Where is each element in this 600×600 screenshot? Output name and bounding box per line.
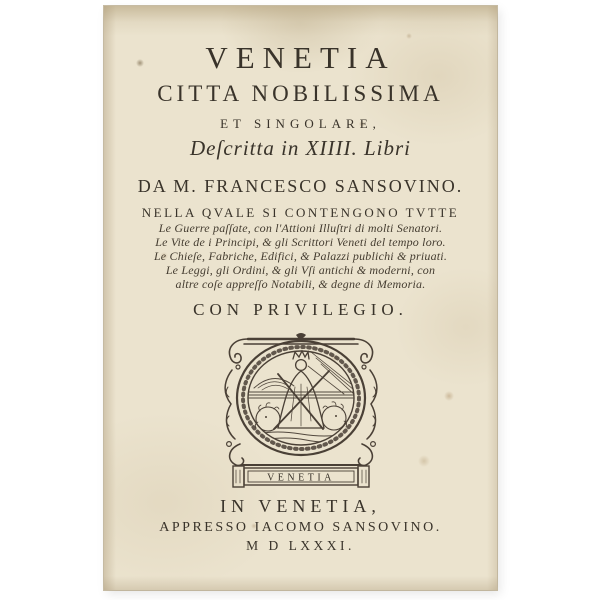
contents-line: Le Chieſe, Fabriche, Edifici, & Palazzi publichi & priuati. bbox=[153, 249, 448, 263]
contents-line: Le Vite de i Principi, & gli Scrittori Veneti del tempo loro. bbox=[155, 235, 446, 249]
printer-device-emblem-icon bbox=[216, 332, 386, 492]
contents-line: Le Leggi, gli Ordini, & gli Vſi antichi & moderni, con bbox=[165, 263, 436, 277]
book-title: VENETIA bbox=[205, 40, 396, 75]
printer-device bbox=[104, 332, 497, 492]
contents-line: altre coſe appreſſo Notabili, & degne di Memoria. bbox=[175, 277, 426, 291]
book-title-page bbox=[104, 6, 497, 590]
author-line: DA M. FRANCESCO SANSOVINO. bbox=[137, 176, 464, 196]
device-banner-text: VENETIA bbox=[266, 472, 335, 484]
book-subtitle: Deſcritta in XIIII. Libri bbox=[190, 136, 411, 160]
privilege-statement: CON PRIVILEGIO. bbox=[193, 300, 408, 319]
book-title-line3: ET SINGOLARE, bbox=[220, 116, 381, 131]
imprint-publisher: APPRESSO IACOMO SANSOVINO. bbox=[159, 520, 442, 535]
contents-heading: NELLA QVALE SI CONTENGONO TVTTE bbox=[141, 205, 460, 220]
book-title-line2: CITTA NOBILISSIMA bbox=[157, 81, 444, 106]
contents-line: Le Guerre paſſate, con l'Attioni Illuſtri di molti Senatori. bbox=[158, 221, 443, 235]
imprint-year: M D LXXXI. bbox=[246, 538, 355, 553]
imprint-place: IN VENETIA, bbox=[220, 496, 381, 516]
